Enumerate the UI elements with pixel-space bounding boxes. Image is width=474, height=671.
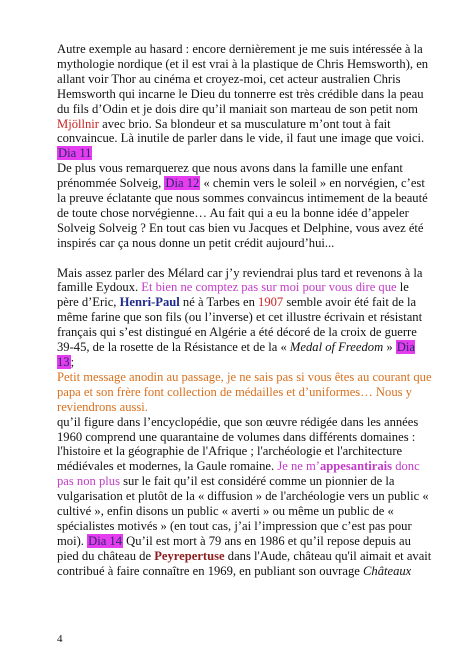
paragraph-gap xyxy=(57,251,432,266)
orange-aside: Petit message anodin au passage, je ne sais pas si vous êtes au courant que papa et son frère font collection de médailles et d’uniformes… Nous y reviendrons aussi. xyxy=(57,369,432,414)
text-run: semble avoir été fait de la même farine que son fils (ou l’inverse) et cet illustre écrivain et résistant français qui s’est distingué en Algérie a été décoré de la croix de guerre 39-45, de la rosette de la Résistance et de la « xyxy=(57,295,423,355)
text-run: avec brio. Sa blondeur et sa musculature m’ont tout à fait convaincue. Là inutile de parler dans le vide, il faut une image que voici. xyxy=(57,116,425,146)
highlighted-aside: Je ne m’ xyxy=(277,459,320,474)
paragraph-eydoux xyxy=(57,266,432,579)
text-run: dans l'Aude, château qu'il aimait et avait contribué à faire connaître en 1969, en publiant son ouvrage xyxy=(57,548,432,578)
emphasized-word: appesantirais xyxy=(319,459,393,474)
slide-ref-dia-13: Dia 13 xyxy=(57,340,415,370)
text-run: qu’il figure dans l’encyclopédie, que son œuvre rédigée dans les années 1960 comprend une quarantaine de volumes dans différents domaines : l'histoire et la géographie de l'Afrique ; l'archéologie et l'architecture médiévales et modernes, la Gaule romaine. xyxy=(57,414,419,474)
mjollnir-term: Mjöllnir xyxy=(57,116,99,131)
text-run: Qu’il est mort à 79 ans en 1986 et qu’il repose depuis au pied du château de xyxy=(57,533,411,563)
text-run: « chemin vers le soleil » en norvégien, c’est la preuve éclatante que nous sommes convaincus intimement de la beauté de toute chose norvégienne… Au fait qui a eu la bonne idée d’appeler Solveig Solveig ? En tout cas bien vu Jacques et Delphine, vous avez été inspirés car ça nous donne un petit crédit aujourd’hui... xyxy=(57,176,428,250)
place-name-peyrepertuse: Peyrepertuse xyxy=(154,548,225,563)
slide-ref-dia-14: Dia 14 xyxy=(88,533,123,548)
text-run: ; xyxy=(70,355,75,370)
slide-ref-dia-12: Dia 12 xyxy=(165,176,200,191)
text-run: né à Tarbes en xyxy=(179,295,259,310)
slide-ref-dia-11: Dia 11 xyxy=(58,146,92,161)
text-run: Mais assez parler des Mélard car j’y reviendrai plus tard et revenons à la famille Eydoux. xyxy=(57,265,423,295)
highlighted-aside: Et bien ne comptez pas sur moi pour vous dire que xyxy=(141,280,397,295)
text-run: le père d’Eric, xyxy=(57,280,409,310)
text-run: sur le fait qu’il est considéré comme un pionnier de la vulgarisation et plutôt de la « diffusion » de l'archéologie vers un public « cultivé », enfin disons un public « averti » ou même un public de « spécialistes motivés » (en tout cas, j’ai l’impression que c’est pas pour moi). xyxy=(57,474,429,548)
person-name-henri-paul: Henri-Paul xyxy=(119,295,180,310)
paragraph-solveig xyxy=(57,161,432,250)
body-text xyxy=(57,42,432,579)
page-number: 4 xyxy=(57,633,63,645)
highlighted-aside: donc pas non plus xyxy=(57,459,420,489)
book-title: Châteaux xyxy=(363,563,412,578)
text-run: De plus vous remarquerez que nous avons dans la famille une enfant prénommée Solveig, xyxy=(57,161,403,191)
text-run: » xyxy=(383,340,396,355)
text-run: Autre exemple au hasard : encore dernièrement je me suis intéressée à la mythologie nordique (et il est vrai à la plastique de Chris Hemsworth), en allant voir Thor au cinéma et croyez-moi, cet acteur australien Chris Hemsworth qui incarne le Dieu du tonnerre est très crédible dans la peau du fils d’Odin et je dois dire qu’il maniait son marteau de son petit nom xyxy=(57,42,429,116)
birth-year: 1907 xyxy=(258,295,284,310)
paragraph-thor xyxy=(57,42,432,161)
medal-name: Medal of Freedom xyxy=(289,340,384,355)
